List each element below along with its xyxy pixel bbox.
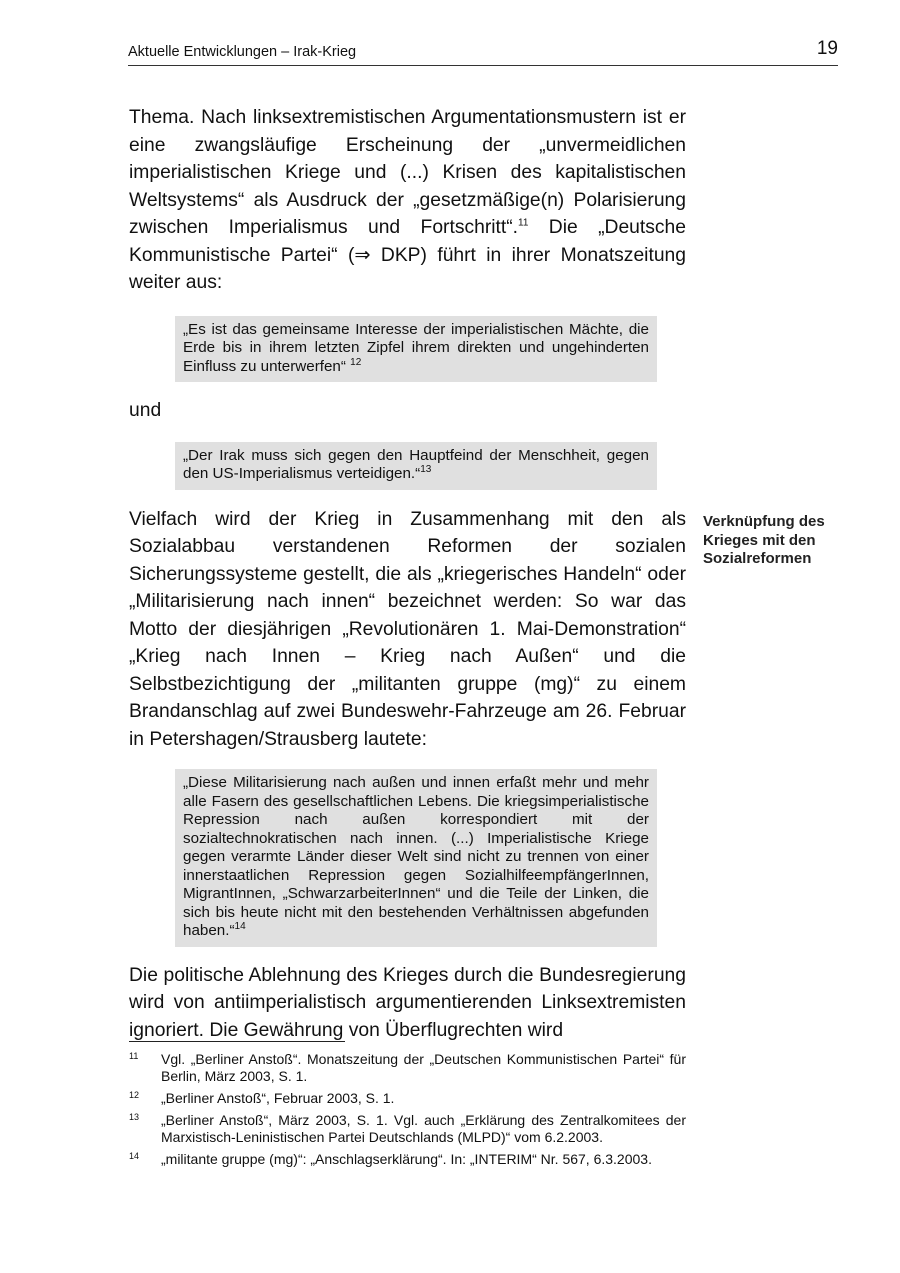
paragraph-1-text: Thema. Nach linksextremistischen Argumentationsmustern ist er eine zwangsläufige Erscheinung der „unvermeidlichen imperialistischen Kriege und (...) Krisen des kapitalistischen Weltsystems“ als Ausdruck der „gesetzmäßige(n) Polarisierung zwischen Imperialismus und Fortschritt“. (129, 107, 686, 238)
footnote-13 (129, 1112, 686, 1146)
page-number: 19 (816, 38, 838, 59)
footnote-number: 14 (129, 1151, 140, 1161)
margin-note: Verknüpfung des Krieges mit den Sozialreformen (703, 513, 825, 567)
footnotes (129, 1051, 686, 1173)
footnote-number: 12 (129, 1090, 140, 1100)
page-header (128, 38, 838, 66)
footnote-12 (129, 1090, 686, 1107)
footnote-ref-14: 14 (234, 920, 246, 932)
footnote-ref-13: 13 (420, 463, 432, 475)
paragraph-3: Die politische Ablehnung des Krieges durch die Bundesregierung wird von antiimperialistisch argumentierenden Linksextremisten ignoriert. Die Gewährung von Überflugrechten wird (129, 964, 686, 1041)
footnote-text: „Berliner Anstoß“, Februar 2003, S. 1. (161, 1090, 395, 1106)
footnote-11 (129, 1051, 686, 1085)
main-text (129, 104, 686, 1044)
footnote-number: 13 (129, 1112, 140, 1122)
footnote-text: „Berliner Anstoß“, März 2003, S. 1. Vgl. auch „Erklärung des Zentralkomitees der Marxistisch-Leninistischen Partei Deutschlands (MLPD)“ vom 6.2.2003. (161, 1112, 686, 1145)
paragraph-1 (129, 104, 686, 297)
block-quote-2 (175, 442, 657, 490)
footnote-14 (129, 1151, 686, 1168)
quote-1-text: „Es ist das gemeinsame Interesse der imperialistischen Mächte, die Erde bis in ihrem letzten Zipfel ihrem direkten und ungehinderten Einfluss zu unterwerfen“ (183, 320, 649, 375)
footnote-text: „militante gruppe (mg)“: „Anschlagserklärung“. In: „INTERIM“ Nr. 567, 6.3.2003. (161, 1151, 652, 1167)
header-title: Aktuelle Entwicklungen – Irak-Krieg (128, 44, 357, 60)
block-quote-3 (175, 769, 657, 947)
connector-text: und (129, 400, 162, 421)
footnote-ref-12: 12 (350, 356, 362, 368)
footnote-rule (129, 1041, 345, 1042)
paragraph-2: Vielfach wird der Krieg in Zusammenhang mit den als Sozialabbau verstandenen Reformen der sozialen Sicherungssysteme gestellt, die als „kriegerisches Handeln“ oder „Militarisierung nach innen“ bezeichnet werden: So war das Motto der diesjährigen „Revolutionären 1. Mai-Demonstration“ „Krieg nach Innen – Krieg nach Außen“ und die Selbstbezichtigung der „militanten gruppe (mg)“ zu einem Brandanschlag auf zwei Bundeswehr-Fahrzeuge am 26. Februar in Petershagen/Strausberg lautete: (129, 508, 686, 750)
footnote-ref-11: 11 (518, 217, 529, 229)
paragraph-1-tail: Die „Deutsche Kommunistische Partei“ (⇒ DKP) führt in ihrer Monatszeitung weiter aus: (129, 217, 686, 293)
block-quote-1 (175, 316, 657, 383)
footnote-number: 11 (129, 1051, 139, 1061)
footnote-text: Vgl. „Berliner Anstoß“. Monatszeitung der „Deutschen Kommunistischen Partei“ für Berlin, März 2003, S. 1. (161, 1051, 686, 1084)
quote-2-text: „Der Irak muss sich gegen den Hauptfeind der Menschheit, gegen den US-Imperialismus verteidigen.“ (183, 446, 649, 482)
quote-3-text: „Diese Militarisierung nach außen und innen erfaßt mehr und mehr alle Fasern des gesellschaftlichen Lebens. Die kriegsimperialistische Repression nach außen korrespondiert mit der sozialtechnokratischen nach innen. (...) Imperialistische Kriege gegen verarmte Länder dieser Welt sind nicht zu trennen von einer innerstaatlichen Repression gegen SozialhilfeempfängerInnen, MigrantInnen, „SchwarzarbeiterInnen“ und die Teile der Linken, die sich bis heute nicht mit den bestehenden Verhältnissen abgefunden haben.“ (183, 774, 649, 939)
